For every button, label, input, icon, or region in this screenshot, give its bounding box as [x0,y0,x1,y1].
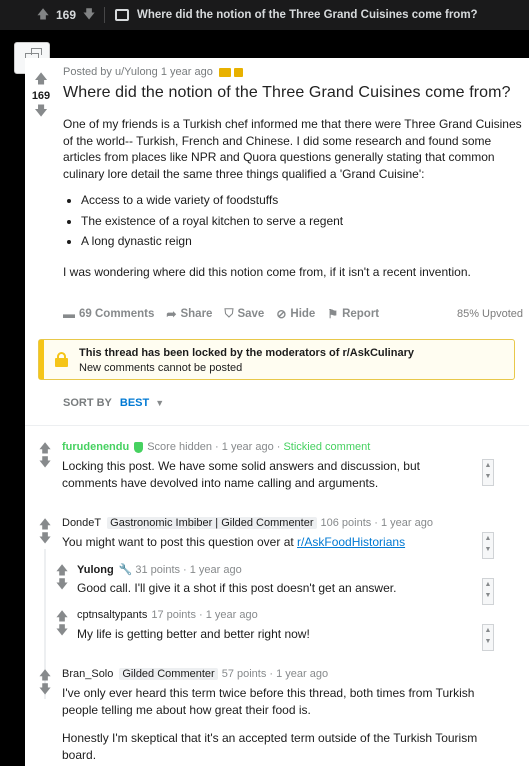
comment [38,668,508,766]
comment-votes [55,563,69,591]
post-paragraph: One of my friends is a Turkish chef informed me that there were Three Grand Cuisines of the world-- Turkish, French and Chinese. I did some research and found some articles from places like NPR and Quora questions generally stating that common culinary lore detail the same three things qualified a 'Grand Cuisine': [63,117,522,181]
expand-toggle-icon[interactable]: ▲ ▼ [482,532,494,559]
upvote-icon[interactable]: 🡅 [38,668,52,682]
post-card [25,58,529,766]
bookmark-icon: ⛉ [224,306,234,320]
user-flair: Gastronomic Imbiber | Gilded Commenter [107,517,316,529]
hide-label: Hide [290,307,316,320]
post-paragraph: I was wondering where did this notion come from, if it isn't a recent invention. [63,264,471,279]
upvote-icon[interactable]: 🡅 [34,71,48,86]
comment-votes [38,668,52,696]
expand-toggle-icon[interactable]: ▲ ▼ [482,459,494,486]
comment [55,563,508,603]
hide-button[interactable] [276,307,315,321]
comment-icon: ▬ [63,306,75,321]
comments-label: 69 Comments [79,307,155,320]
comment-score: 31 points [135,563,181,576]
post-meta-text: Posted by u/Yulong 1 year ago [63,66,213,78]
sort-label: SORT BY [63,397,112,409]
upvote-icon[interactable]: 🡅 [55,609,69,623]
upvote-icon[interactable]: 🡅 [38,441,52,455]
lock-icon [234,68,243,77]
post-score: 169 [31,90,51,102]
report-button[interactable] [327,307,379,321]
list-item: • The existence of a royal kitchen to serve a regent [81,213,523,230]
comment-author[interactable]: furudenendu [62,441,130,453]
sort-control[interactable] [63,397,164,409]
comment-time: · 1 year ago · [215,441,281,453]
post-text-icon [115,9,129,21]
subreddit-link[interactable]: r/AskFoodHistorians [297,535,406,549]
comment-body: My life is getting better and better right now! [77,627,310,641]
downvote-icon[interactable]: 🡇 [82,6,96,21]
upvote-ratio: 85% Upvoted [456,307,523,320]
submitter-wrench-icon: 🔧 [118,564,133,576]
comment-votes [38,441,52,469]
comment-body [62,685,482,766]
divider [25,425,529,426]
comment-votes [55,609,69,637]
comment-author[interactable]: Bran_Solo [62,668,114,680]
comment-text: You might want to post this question over at [62,535,298,549]
stickied-label: Stickied comment [283,441,371,453]
post-top-bar [0,0,529,30]
post-title[interactable]: Where did the notion of the Three Grand Cuisines come from? [63,84,511,101]
comments-button[interactable] [63,307,154,321]
post-vote-column [25,72,57,118]
comment [55,609,508,649]
downvote-icon[interactable]: 🡇 [55,577,69,591]
comment-body: Locking this post. We have some solid answers and discussion, but comments have devolved into name calling and arguments. [62,459,420,490]
divider [104,7,105,23]
post-bullet-list [81,192,523,250]
comment-time: · 1 year ago [374,517,433,529]
comment-score: 57 points [221,668,267,680]
comment-score: 106 points [320,517,372,529]
downvote-icon[interactable]: 🡇 [55,623,69,637]
chevron-down-icon[interactable]: ▼ [155,398,165,408]
save-label: Save [237,307,265,320]
comment-header [62,517,433,529]
upvote-icon[interactable]: 🡅 [36,6,50,21]
comment-author[interactable]: DondeT [62,517,102,529]
topbar-title: Where did the notion of the Three Grand Cuisines come from? [137,9,478,21]
comment-score: Score hidden [147,441,213,453]
post-actions [63,306,523,321]
comment-author[interactable]: Yulong [77,563,114,576]
expand-toggle-icon[interactable]: ▲ ▼ [482,624,494,651]
comment-header [77,563,242,576]
locked-title: This thread has been locked by the moderators of r/AskCulinary [79,347,414,359]
downvote-icon[interactable]: 🡇 [34,103,48,118]
share-button[interactable] [166,307,212,321]
list-item: • Access to a wide variety of foodstuffs [81,192,523,209]
comment-header [62,668,328,680]
comment-header [62,441,370,453]
sort-value[interactable]: BEST [119,397,150,409]
comment-time: · 1 year ago [269,668,329,680]
comment-header [77,609,258,621]
share-icon: ➦ [166,306,177,321]
comment-body: Good call. I'll give it a shot if this post doesn't get an answer. [77,581,397,595]
locked-banner [38,339,515,380]
comment [38,441,508,491]
post-text [63,116,523,280]
comment-paragraph: I've only ever heard this term twice before this thread, both times from Turkish people telling me about how great their food is. [62,686,475,717]
comment-score: 17 points [151,609,196,621]
locked-subtitle: New comments cannot be posted [79,362,243,374]
comment-time: · 1 year ago [183,563,242,576]
comment-author[interactable]: cptnsaltypants [77,609,148,621]
upvote-icon[interactable]: 🡅 [38,517,52,531]
comment-time: · 1 year ago [198,609,258,621]
topbar-score: 169 [56,8,77,22]
report-label: Report [342,307,380,320]
downvote-icon[interactable]: 🡇 [38,455,52,469]
award-icon [219,68,231,77]
comment-body [62,534,472,551]
save-button[interactable] [224,306,264,321]
post-body [63,66,523,290]
post-meta [63,66,523,78]
share-label: Share [180,307,213,320]
comment-votes [38,517,52,545]
user-flair: Gilded Commenter [119,668,217,680]
comment-paragraph: Honestly I'm skeptical that it's an accepted term outside of the Turkish Tourism board. [62,731,478,762]
downvote-icon[interactable]: 🡇 [38,531,52,545]
upvote-icon[interactable]: 🡅 [55,563,69,577]
moderator-shield-icon [134,442,143,453]
expand-toggle-icon[interactable]: ▲ ▼ [482,578,494,605]
flag-icon: ⚑ [327,306,339,321]
list-item: • A long dynastic reign [81,233,523,250]
lock-icon [55,352,68,366]
hide-icon: ⊘ [276,306,287,321]
banner-accent [39,340,44,379]
downvote-icon[interactable]: 🡇 [38,682,52,696]
